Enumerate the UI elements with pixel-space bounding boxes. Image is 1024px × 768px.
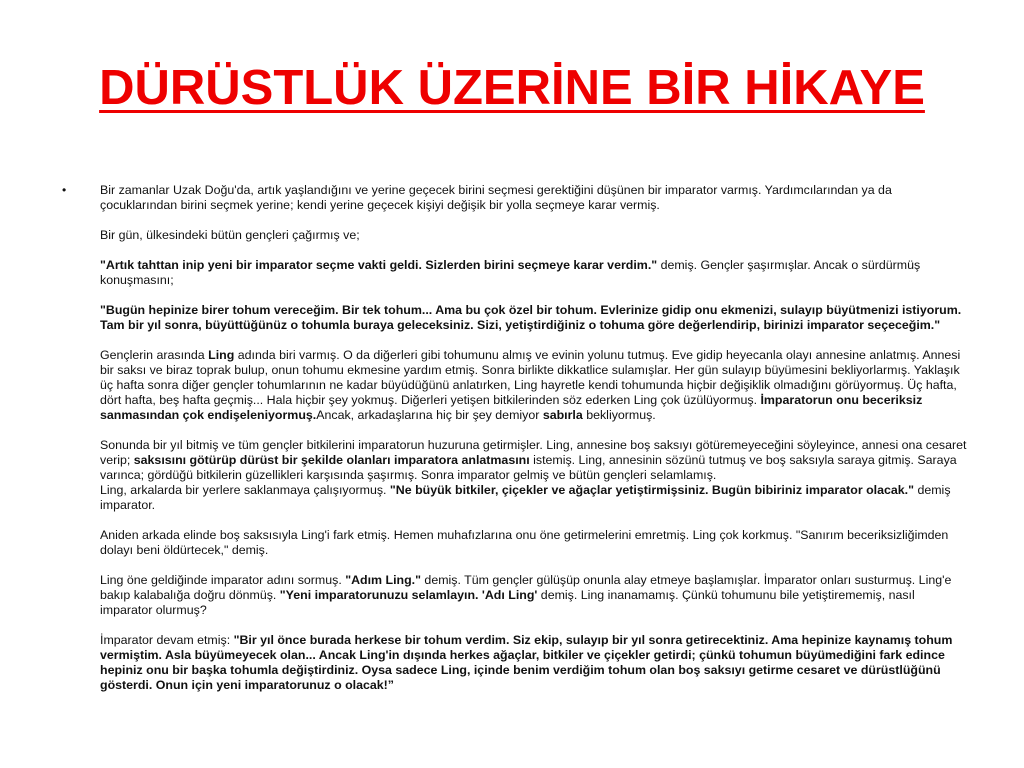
page-title: DÜRÜSTLÜK ÜZERİNE BİR HİKAYE — [99, 61, 925, 115]
bullet-marker: • — [62, 183, 67, 197]
paragraph-reveal: İmparator devam etmiş: "Bir yıl önce burada herkese bir tohum verdim. Siz ekip, sulayıp bir yıl sonra getirecektiniz. Ama hepinize kaynamış tohum vermiştim. Asla büyümeyecek olan... Ancak Ling'in dışında herkes ağaçlar, bitkiler ve çiçekler getirdi; çünkü tohumun büyümediğini fark edince hepiniz onu bir başka tohumla değiştirdiniz. Oysa sadece Ling, içinde benim verdiğim tohum olan boş saksıyı getirme cesaret ve dürüstlüğünü gösterdi. Onun için yeni imparatorunuz o olacak!” — [100, 633, 953, 692]
paragraph-ling: Gençlerin arasında Ling adında biri varmış. O da diğerleri gibi tohumunu almış ve evinin yolunu tutmuş. Eve gidip heyecanla olayı annesine anlatmış. Annesi bir saksı ve biraz toprak bulup, onun tohumu ekmesine yardım etmiş. Sonra birlikte dikkatlice sulamışlar. Her gün sulayıp büyümesini bekliyorlarmış. Yaklaşık üç hafta sonra diğer gençler tohumlarının ne kadar büyüdüğünü anlatırken, Ling hayretle kendi tohumunda hiçbir değişiklik olmadığını görüyormuş. Üç hafta, dört hafta, beş hafta geçmiş... Hala hiçbir şey yokmuş. Diğerleri yetişen bitkilerinden söz ederken Ling çok üzülüyormuş. İmparatorun onu beceriksiz sanmasından çok endişeleniyormuş.Ancak, arkadaşlarına hiç bir şey demiyor sabırla bekliyormuş. — [100, 348, 961, 422]
emperor-quote: "Artık tahttan inip yeni bir imparator seçme vakti geldi. Sizlerden birini seçmeye karar verdim." — [100, 258, 658, 272]
paragraph-year-end: Sonunda bir yıl bitmiş ve tüm gençler bitkilerini imparatorun huzuruna getirmişler. Ling, annesine boş saksıyı götüremeyeceğini söyleyince, annesi ona cesaret verip; saksısını götürüp dürüst bir şekilde olanları imparatora anlatmasını istemiş. Ling, annesinin sözünü tutmuş ve boş saksıyla saraya gitmiş. Saraya varınca; gördüğü bitkilerin güzellikleri karşısında şaşırmış. Sonra imparator gelmiş ve bütün gençleri selamlamış. — [100, 438, 967, 482]
paragraph-announcement: "Artık tahttan inip yeni bir imparator seçme vakti geldi. Sizlerden birini seçmeye karar verdim." demiş. Gençler şaşırmışlar. Ancak o sürdürmüş konuşmasını; — [100, 258, 921, 287]
paragraph-summons: Bir gün, ülkesindeki bütün gençleri çağırmış ve; — [100, 228, 360, 242]
story-text — [100, 183, 967, 693]
paragraph-intro: Bir zamanlar Uzak Doğu'da, artık yaşlandığını ve yerine geçecek birini seçmesi gerektiğini düşünen bir imparator varmış. Yardımcılarından ya da çocuklarından birini seçmek yerine; kendi yerine geçecek kişiyi değişik bir yolla seçmeye karar vermiş. — [100, 183, 892, 212]
paragraph-hiding: Ling, arkalarda bir yerlere saklanmaya çalışıyormuş. "Ne büyük bitkiler, çiçekler ve ağaçlar yetiştirmişsiniz. Bugün bibiriniz imparator olacak." demiş imparator. — [100, 483, 951, 512]
seed-quote: "Bugün hepinize birer tohum vereceğim. Bir tek tohum... Ama bu çok özel bir tohum. Evlerinize gidip onu ekmenizi, sulayıp büyütmenizi istiyorum. Tam bir yıl sonra, büyüttüğünüz o tohumla buraya geleceksiniz. Sizi, yetiştirdiğiniz o tohuma göre değerlendirip, birinizi imparator seçeceğim." — [100, 303, 962, 332]
paragraph-name: Ling öne geldiğinde imparator adını sormuş. "Adım Ling." demiş. Tüm gençler gülüşüp onunla alay etmeye başlamışlar. İmparator onları susturmuş. Ling'e bakıp kalabalığa doğru dönmüş. "Yeni imparatorunuzu selamlayın. 'Adı Ling' demiş. Ling inanamamış. Çünkü tohumunu bile yetiştirememiş, nasıl imparator olurmuş? — [100, 573, 952, 617]
paragraph-seed-speech — [100, 303, 967, 333]
paragraph-noticed: Aniden arkada elinde boş saksısıyla Ling'i fark etmiş. Hemen muhafızlarına onu öne getirmelerini emretmiş. Ling çok korkmuş. "Sanırım beceriksizliğimden dolayı beni öldürtecek," demiş. — [100, 528, 949, 557]
